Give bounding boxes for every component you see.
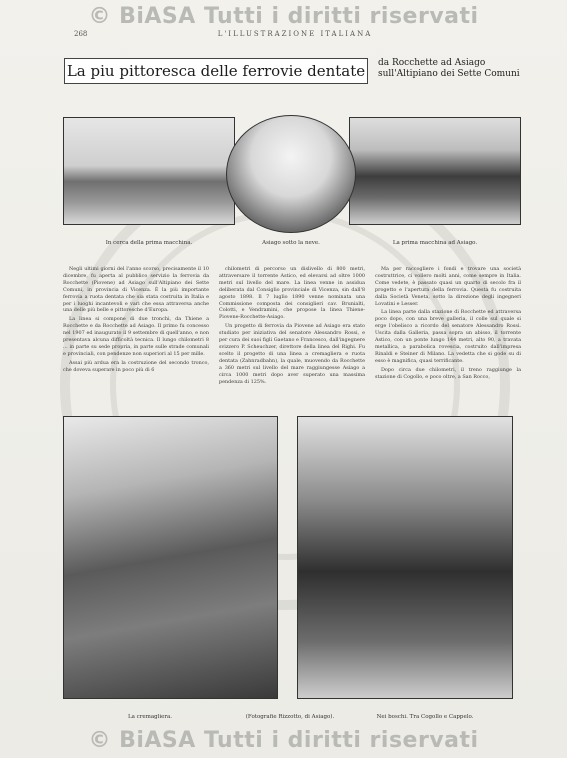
paragraph: La linea si compone di due tronchi, da Thiene a Rocchette e da Rocchette ad Asiago. Il primo fu concesso nel 1907 ed inaugurato il 9 settembre di quell'anno, e non presentava alcuna difficoltà tecnica. Il lungo chilometri 8 ... in parte su sede propria, in parte sulle strade comunali e provinciali, con pendenze non superiori al 15 per mille. <box>63 316 209 357</box>
paragraph: Negli ultimi giorni del l'anno scorso, precisamente il 10 dicembre, fu aperta al pubblico servizio la ferrovia da Rocchette (Piovene) ad Asiago sull'Altipiano dei Sette Comuni, in provincia di Vicenza. È la più importante ferrovia a ruota dentata che sia stata costruita in Italia e per i luoghi incantevoli e vari che essa attraversa anche una delle più belle e pittoresche d'Europa. <box>63 266 209 314</box>
paragraph: Assai più ardua era la costruzione del secondo tronco, che doveva superare in poco più di 6 <box>63 359 209 373</box>
text-column-1 <box>63 266 209 406</box>
watermark-top: © BiASA Tutti i diritti riservati <box>88 4 479 29</box>
article-title: La piu pittoresca delle ferrovie dentate <box>66 62 366 80</box>
caption-bottom-center: (Fotografie Rizzotto, di Asiago). <box>245 714 335 720</box>
text-column-3 <box>375 266 521 406</box>
caption-top-right: La prima macchina ad Asiago. <box>392 240 478 246</box>
caption-top-center: Asiago sotto la neve. <box>262 240 320 246</box>
article-title-box <box>64 58 368 84</box>
paragraph: chilometri di percorso un dislivello di 800 metri, attraversare il torrente Astico, ed elevarsi ad oltre 1000 metri sul livello del mare. La linea venne in assidua deliberata dal Consiglio provinciale di Vicenza, sin dall'8 agosto 1898. Il 7 luglio 1890 venne nominata una Commissione composta dei consiglieri cav. Brunialti, Colotti, e Vendramini, che propose la linea Thiene-Piovene-Rocchette-Asiago. <box>219 266 365 321</box>
page-number: 268 <box>74 30 88 38</box>
caption-bottom-left: La cremagliera. <box>127 714 173 720</box>
paragraph: La linea parte dalla stazione di Rocchette ed attraversa poco dopo, con una breve galleria, il colle sul quale si erge l'obelisco a ricordo del senatore Alessandro Rossi. Uscita dalla Galleria, passa sopra un abisso, il torrente Astico, con un ponte lungo 144 metri, alto 90, a travata metallica, a parabolica rovescia, costruito dall'impresa Rinaldi e Steiner di Milano. La vedetta che si gode su di esso è magnifica, quasi terrificante. <box>375 309 521 364</box>
photo-asiago-snow <box>226 115 356 233</box>
text-column-2 <box>219 266 365 406</box>
paragraph: Un progetto di ferrovia da Piovene ad Asiago era stato studiato per iniziativa del senatore Alessandro Rossi, e per cura dei suoi figli Gaetano e Francesco, dall'ingegnere svizzero P. Scheuchzer, direttore della linea del Righi. Fu scelto il progetto di una linea a cremagliera e ruota dentata (Zahnradbahn), la quale, muovendo da Rocchette a 360 metri sul livello del mare raggiungesse Asiago a circa 1000 metri dopo aver superato una massima pendenza di 125%. <box>219 323 365 385</box>
caption-bottom-right: Nei boschi. Tra Cogollo e Cappelo. <box>376 714 474 720</box>
caption-top-left: In cerca della prima macchina. <box>105 240 193 246</box>
photo-first-machine <box>63 117 235 225</box>
photo-rack-railway <box>63 416 278 699</box>
journal-name: L'ILLUSTRAZIONE ITALIANA <box>217 30 373 38</box>
paragraph: Ma per raccogliere i fondi e trovare una società costruttrice, ci vollero molti anni, come sempre in Italia. Come vedete, è passato quasi un quarto di secolo fra il progetto e l'apertura della ferrovia. Questa fu costruita dalla Società Veneta, sotto la direzione degli ingegneri Lovatini e Lesser. <box>375 266 521 307</box>
paragraph: Dopo circa due chilometri, il treno raggiunge la stazione di Cogollo, e poco oltre, a San Rocco, <box>375 366 521 380</box>
photo-first-machine-asiago <box>349 117 521 225</box>
article-subtitle: da Rocchette ad Asiago sull'Altipiano dei Sette Comuni <box>378 58 520 79</box>
watermark-bottom: © BiASA Tutti i diritti riservati <box>88 728 479 753</box>
running-header <box>60 30 530 44</box>
photo-woods-tunnel <box>297 416 513 699</box>
